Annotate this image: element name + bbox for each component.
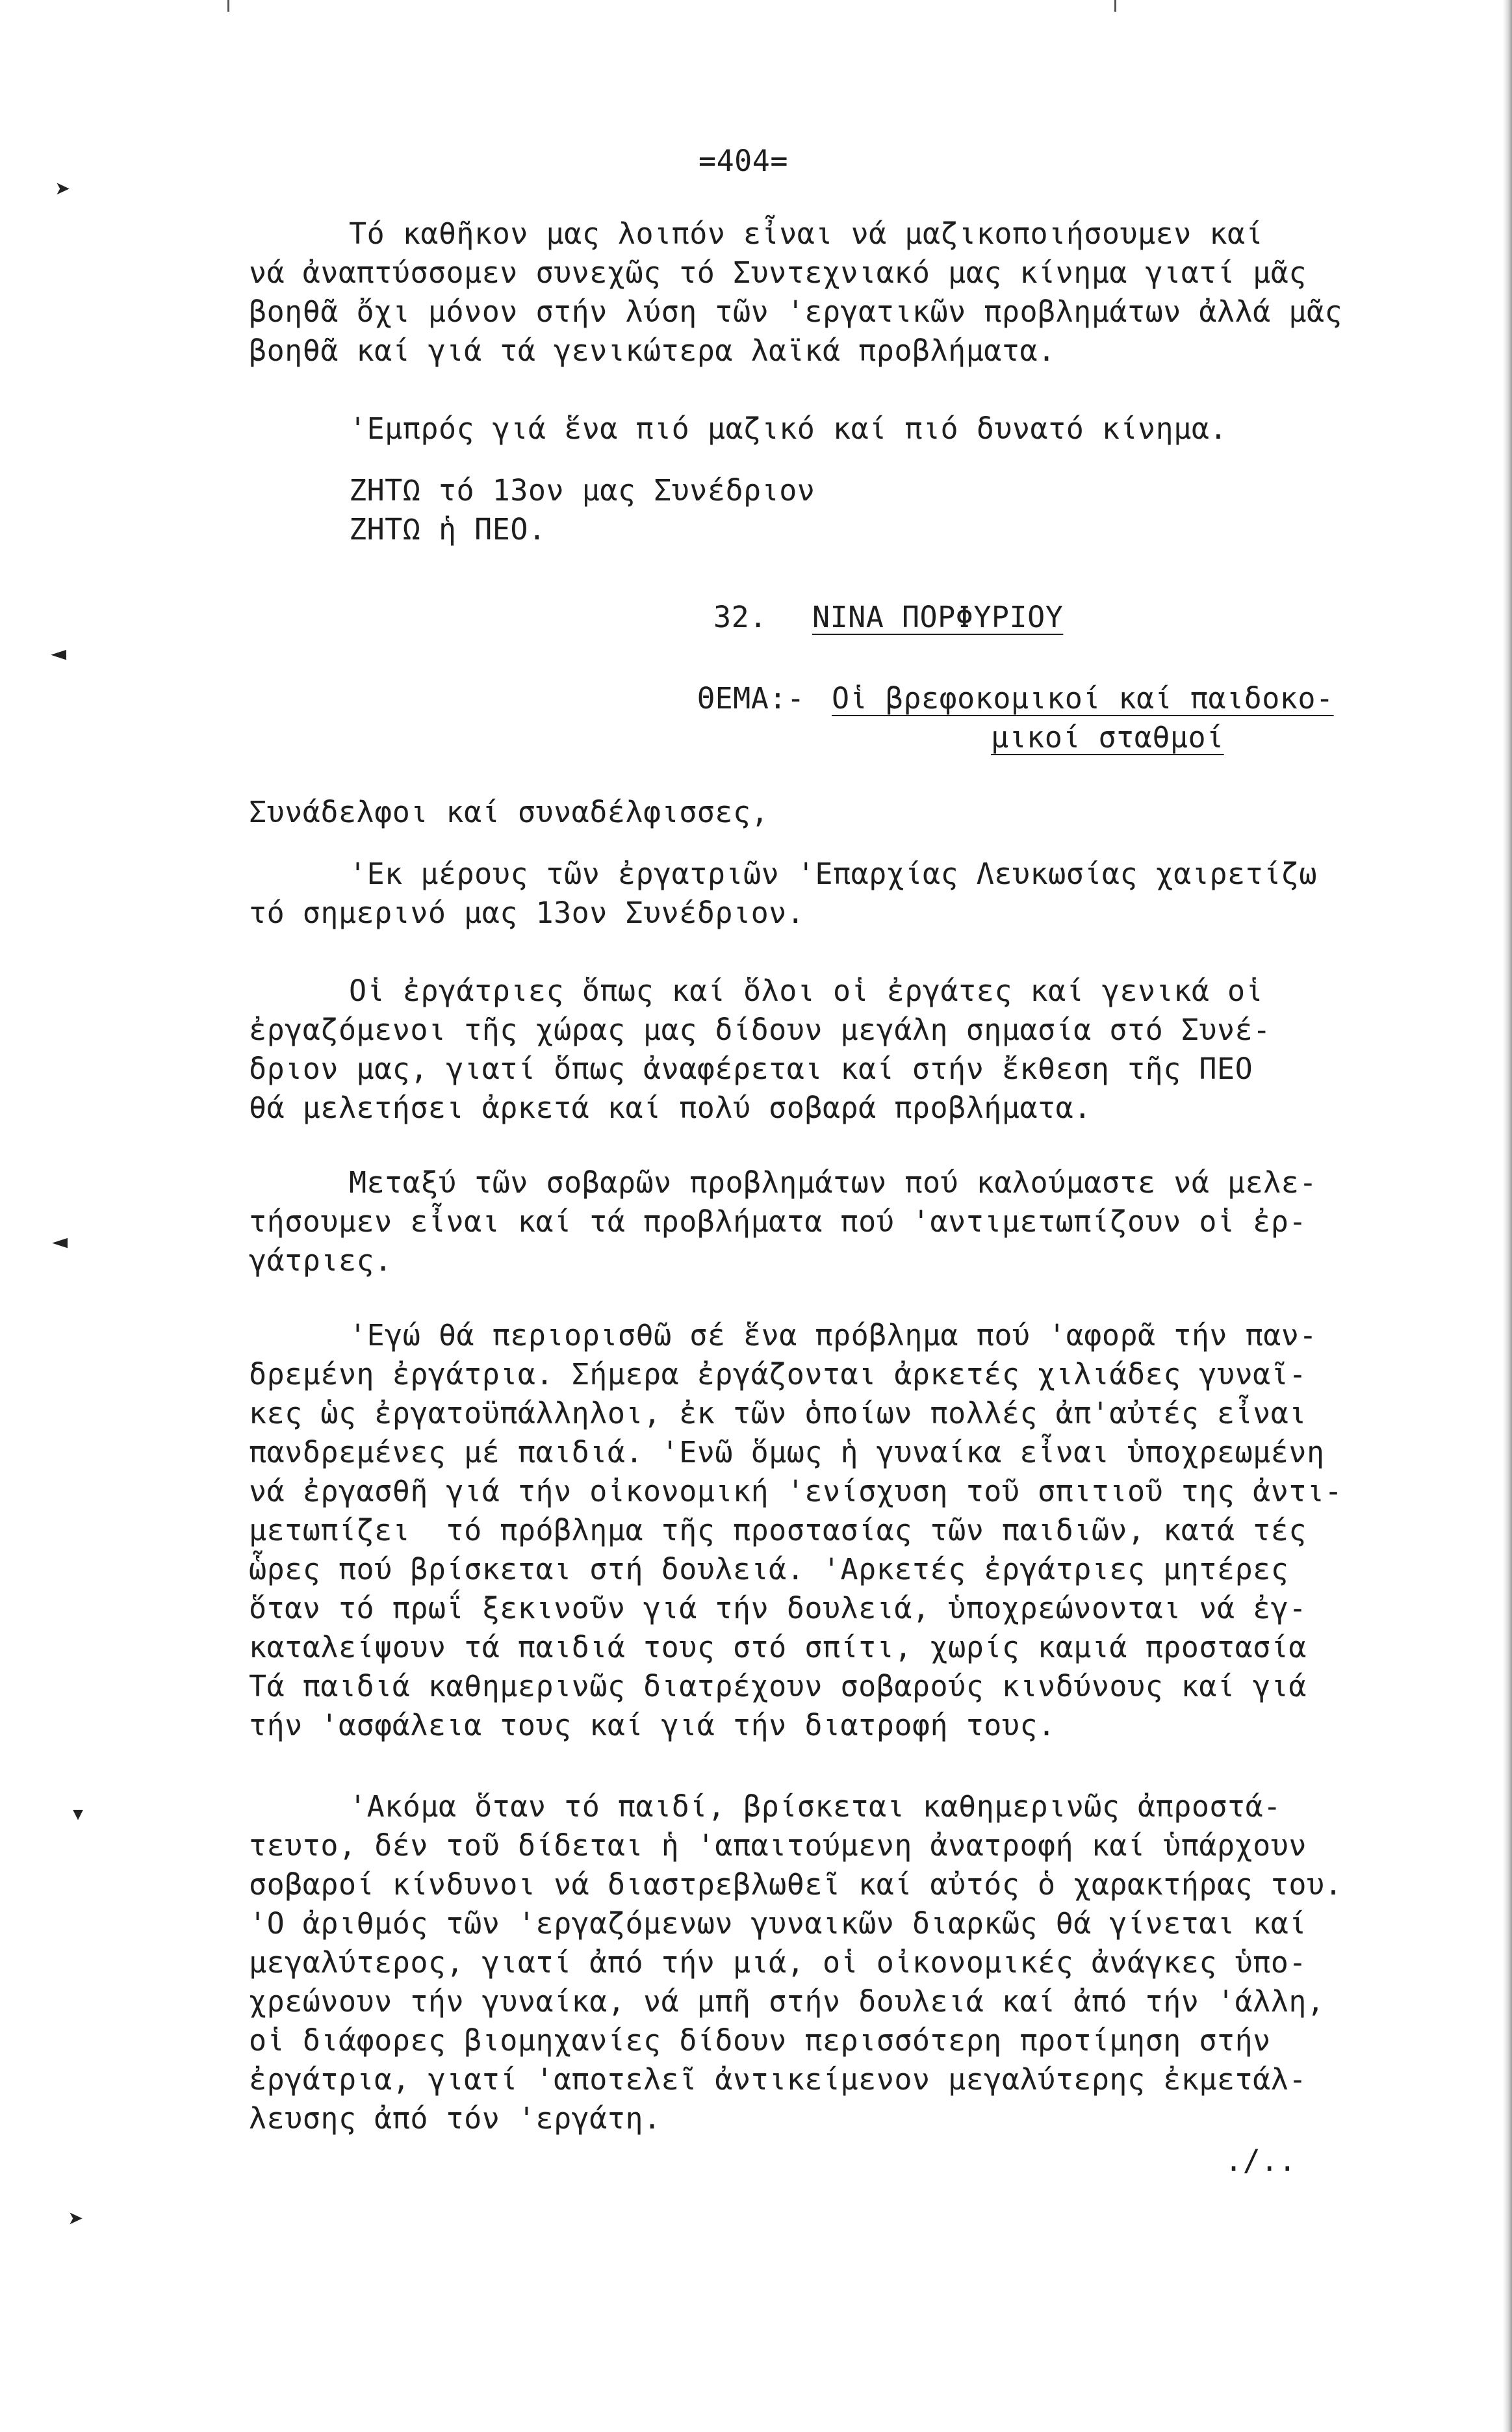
text-line: θά μελετήσει ἀρκετά καί πολύ σοβαρά προβλήματα. xyxy=(249,1091,1092,1125)
text-line: 'Ο ἀριθμός τῶν 'εργαζόμενων γυναικῶν διαρκῶς θά γίνεται καί xyxy=(249,1906,1307,1941)
text-line: βοηθᾶ ὄχι μόνον στήν λύση τῶν 'εργατικῶν προβλημάτων ἀλλά μᾶς xyxy=(249,294,1343,329)
page-number: =404= xyxy=(698,144,788,178)
text-line: σοβαροί κίνδυνοι νά διαστρεβλωθεῖ καί αὐτός ὁ χαρακτήρας του. xyxy=(249,1867,1343,1902)
text-line: Τά παιδιά καθημερινῶς διατρέχουν σοβαρούς κινδύνους καί γιά xyxy=(249,1669,1307,1703)
cheer-line: ΖΗΤΩ ἡ ΠΕΟ. xyxy=(349,512,546,547)
text-line: χρεώνουν τήν γυναίκα, νά μπῆ στήν δουλειά καί ἀπό τήν 'άλλη, xyxy=(249,1984,1325,2019)
text-line: Μεταξύ τῶν σοβαρῶν προβλημάτων πού καλούμαστε νά μελε- xyxy=(349,1165,1317,1200)
binder-mark: ◄ xyxy=(52,1226,68,1256)
binder-mark: ➤ xyxy=(55,175,71,205)
text-line: τήν 'ασφάλεια τους καί γιά τήν διατροφή τους. xyxy=(249,1708,1056,1742)
text-line: ἐργαζόμενοι τῆς χώρας μας δίδουν μεγάλη σημασία στό Συνέ- xyxy=(249,1013,1271,1047)
text-line: 'Ακόμα ὅταν τό παιδί, βρίσκεται καθημερινῶς ἀπροστά- xyxy=(349,1789,1281,1824)
continuation-mark: ./.. xyxy=(1225,2143,1297,2178)
text-line: μεγαλύτερος, γιατί ἀπό τήν μιά, οἱ οἰκονομικές ἀνάγκες ὑπο- xyxy=(249,1945,1307,1980)
text-line: δριον μας, γιατί ὅπως ἀναφέρεται καί στήν ἔκθεση τῆς ΠΕΟ xyxy=(249,1052,1253,1086)
binder-mark: ◄ xyxy=(51,638,67,668)
text-line: νά ἀναπτύσσομεν συνεχῶς τό Συντεχνιακό μας κίνημα γιατί μᾶς xyxy=(249,255,1307,290)
text-line: κες ὡς ἐργατοϋπάλληλοι, ἐκ τῶν ὁποίων πολλές ἀπ'αὐτές εἶναι xyxy=(249,1396,1307,1430)
top-tick-mark xyxy=(227,0,229,12)
speech-number: 32. xyxy=(713,600,767,634)
text-line: τευτο, δέν τοῦ δίδεται ἡ 'απαιτούμενη ἀνατροφή καί ὑπάρχουν xyxy=(249,1828,1307,1863)
theme-title: Οἱ βρεφοκομικοί καί παιδοκο- xyxy=(832,681,1334,716)
page-edge-shadow xyxy=(1503,0,1512,2432)
speaker-name: ΝΙΝΑ ΠΟΡΦΥΡΙΟΥ xyxy=(812,600,1064,634)
theme-title: μικοί σταθμοί xyxy=(991,720,1224,755)
binder-mark: ▾ xyxy=(70,1798,86,1828)
text-line: νά ἐργασθῆ γιά τήν οἰκονομική 'ενίσχυση τοῦ σπιτιοῦ της ἀντι- xyxy=(249,1474,1343,1508)
text-line: βοηθᾶ καί γιά τά γενικώτερα λαϊκά προβλήματα. xyxy=(249,333,1056,368)
text-line: ἐργάτρια, γιατί 'αποτελεῖ ἀντικείμενον μεγαλύτερης ἐκμετάλ- xyxy=(249,2062,1307,2097)
text-line: τό σημερινό μας 13ον Συνέδριον. xyxy=(249,896,805,930)
text-line: τήσουμεν εἶναι καί τά προβλήματα πού 'αντιμετωπίζουν οἱ ἐρ- xyxy=(249,1204,1307,1239)
text-line: ὅταν τό πρωΐ ξεκινοῦν γιά τήν δουλειά, ὑποχρεώνονται νά ἐγ- xyxy=(249,1591,1307,1625)
text-line: ὧρες πού βρίσκεται στή δουλειά. 'Αρκετές ἐργάτριες μητέρες xyxy=(249,1552,1289,1586)
text-line: 'Εκ μέρους τῶν ἐργατριῶν 'Επαρχίας Λευκωσίας χαιρετίζω xyxy=(349,857,1317,891)
top-tick-mark xyxy=(1114,0,1116,12)
salutation: Συνάδελφοι καί συναδέλφισσες, xyxy=(249,795,769,829)
binder-mark: ➤ xyxy=(68,2205,84,2234)
text-line: δρεμένη ἐργάτρια. Σήμερα ἐργάζονται ἀρκετές χιλιάδες γυναῖ- xyxy=(249,1357,1307,1391)
text-line: Οἱ ἐργάτριες ὅπως καί ὅλοι οἱ ἐργάτες καί γενικά οἱ xyxy=(349,974,1264,1008)
text-line: πανδρεμένες μέ παιδιά. 'Ενῶ ὅμως ἡ γυναίκα εἶναι ὑποχρεωμένη xyxy=(249,1435,1325,1469)
text-line: οἱ διάφορες βιομηχανίες δίδουν περισσότερη προτίμηση στήν xyxy=(249,2023,1271,2058)
text-line: μετωπίζει τό πρόβλημα τῆς προστασίας τῶν παιδιῶν, κατά τές xyxy=(249,1513,1307,1547)
slogan-line: 'Εμπρός γιά ἕνα πιό μαζικό καί πιό δυνατό κίνημα. xyxy=(349,411,1228,446)
theme-label: ΘΕΜΑ:- xyxy=(697,681,805,716)
text-line: λευσης ἀπό τόν 'εργάτη. xyxy=(249,2101,661,2136)
text-line: Τό καθῆκον μας λοιπόν εἶναι νά μαζικοποιήσουμεν καί xyxy=(349,216,1264,251)
text-line: καταλείψουν τά παιδιά τους στό σπίτι, χωρίς καμιά προστασία xyxy=(249,1630,1307,1664)
cheer-line: ΖΗΤΩ τό 13ον μας Συνέδριον xyxy=(349,473,815,508)
text-line: 'Εγώ θά περιορισθῶ σέ ἕνα πρόβλημα πού 'αφορᾶ τήν παν- xyxy=(349,1318,1317,1352)
text-line: γάτριες. xyxy=(249,1243,392,1278)
